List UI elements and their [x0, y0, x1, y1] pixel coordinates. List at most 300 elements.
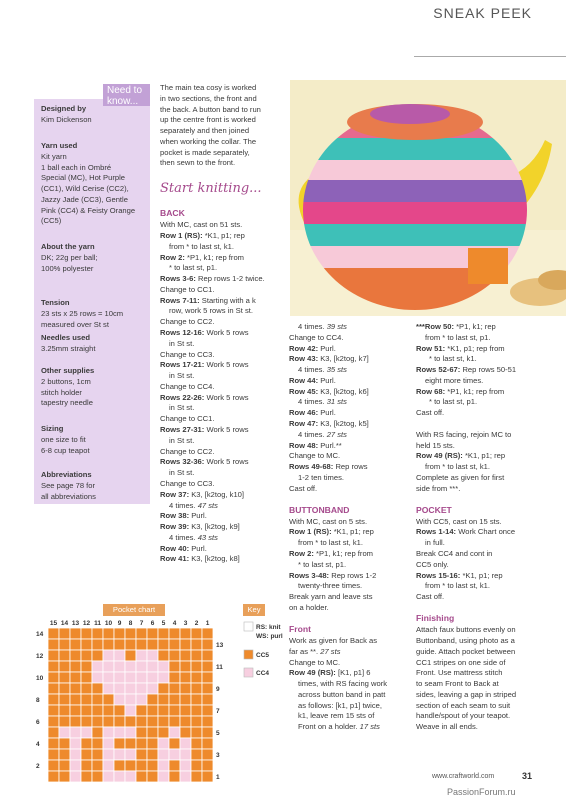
- chart-cell: [191, 628, 202, 639]
- sidebar-section: [41, 424, 143, 456]
- chart-cell: [169, 749, 180, 760]
- pattern-line: Rows 17-21: Work 5 rows: [160, 360, 249, 370]
- chart-cell: [92, 760, 103, 771]
- pattern-line: Change to MC.: [289, 451, 341, 461]
- chart-column-number: 9: [117, 620, 122, 627]
- sidebar-line: tapestry needle: [41, 398, 93, 408]
- chart-cell: [103, 694, 114, 705]
- chart-cell: [191, 661, 202, 672]
- chart-cell: [191, 683, 202, 694]
- pattern-line: Cast off.: [416, 408, 445, 418]
- chart-column-number: 2: [194, 620, 199, 627]
- chart-cell: [191, 760, 202, 771]
- chart-cell: [180, 694, 191, 705]
- pattern-line: Row 41: K3, [k2tog, k8]: [160, 554, 240, 564]
- key-label-text: WS: purl: [256, 633, 283, 640]
- chart-cell: [103, 727, 114, 738]
- chart-cell: [81, 639, 92, 650]
- pattern-line: Cast off.: [416, 592, 445, 602]
- intro-line: then sewn to the front.: [160, 158, 236, 168]
- sidebar-heading: Sizing: [41, 424, 64, 433]
- chart-cell: [103, 683, 114, 694]
- pattern-line: CC1 stripes on one side of: [416, 657, 506, 667]
- chart-cell: [158, 683, 169, 694]
- chart-cell: [103, 639, 114, 650]
- chart-cell: [180, 639, 191, 650]
- pattern-line: in St st.: [169, 468, 195, 478]
- chart-cell: [48, 628, 59, 639]
- pattern-line: Row 68: *P1, k1; rep from: [416, 386, 505, 396]
- pattern-line: Row 43: K3, [k2tog, k7]: [289, 354, 369, 364]
- finishing-heading: Finishing: [416, 612, 455, 623]
- chart-cell: [191, 705, 202, 716]
- pattern-line: k1, leave rem 15 sts of: [298, 711, 375, 721]
- intro-line: when working the collar. The: [160, 136, 257, 146]
- chart-cell: [59, 650, 70, 661]
- sidebar-line: stitch holder: [41, 387, 82, 397]
- key-label-text: RS: knit: [256, 624, 281, 631]
- sidebar-heading: Needles used: [41, 333, 90, 342]
- pattern-line: on a holder.: [289, 602, 329, 612]
- chart-row-number: 3: [216, 752, 220, 759]
- chart-cell: [48, 760, 59, 771]
- chart-cell: [136, 738, 147, 749]
- pattern-line: Row 42: Purl.: [289, 343, 336, 353]
- chart-cell: [202, 683, 213, 694]
- need-to-know-title: Need to know...: [103, 84, 150, 106]
- chart-cell: [191, 672, 202, 683]
- chart-cell: [92, 771, 103, 782]
- sidebar-heading: Abbreviations: [41, 470, 92, 479]
- chart-cell: [202, 749, 213, 760]
- chart-cell: [147, 738, 158, 749]
- sidebar-heading: Tension: [41, 298, 70, 307]
- pattern-line: Cast off.: [289, 483, 318, 493]
- key-swatch: [244, 650, 253, 659]
- pattern-line: Rows 27-31: Work 5 rows: [160, 425, 249, 435]
- pattern-line: handle/spout of your teapot.: [416, 711, 511, 721]
- chart-column-number: 7: [139, 620, 144, 627]
- pattern-line: Change to CC4.: [160, 381, 215, 391]
- chart-cell: [59, 661, 70, 672]
- chart-cell: [147, 760, 158, 771]
- pattern-line: Row 2: *P1, k1; rep from: [289, 549, 373, 559]
- chart-cell: [48, 694, 59, 705]
- chart-cell: [158, 639, 169, 650]
- chart-cell: [92, 628, 103, 639]
- pattern-line: [416, 419, 546, 430]
- chart-cell: [114, 650, 125, 661]
- chart-column-number: 12: [82, 620, 91, 627]
- sidebar-line: 3.25mm straight: [41, 343, 96, 353]
- sidebar-line: 2 buttons, 1cm: [41, 376, 91, 386]
- pattern-line: side from ***.: [416, 483, 461, 493]
- page-title: SNEAK PEEK: [433, 5, 532, 21]
- chart-cell: [180, 661, 191, 672]
- pocket-chart: [34, 618, 234, 781]
- pattern-line: 4 times. 31 sts: [298, 397, 347, 407]
- pattern-line: 4 times. 43 sts: [169, 532, 218, 542]
- sidebar-section: [41, 366, 143, 409]
- chart-cell: [92, 705, 103, 716]
- pattern-line: Change to CC3.: [160, 349, 215, 359]
- chart-cell: [70, 771, 81, 782]
- pattern-line: Attach faux buttons evenly on: [416, 625, 516, 635]
- chart-cell: [125, 650, 136, 661]
- key-label-text: CC4: [256, 670, 270, 677]
- chart-cell: [48, 705, 59, 716]
- pattern-line: 4 times. 47 sts: [169, 500, 218, 510]
- sidebar-line: 23 sts x 25 rows = 10cm: [41, 308, 124, 318]
- chart-row-number: 4: [36, 741, 40, 748]
- front-heading: Front: [289, 623, 311, 634]
- chart-cell: [147, 650, 158, 661]
- chart-cell: [202, 661, 213, 672]
- sidebar-line: all abbreviations: [41, 491, 96, 501]
- chart-cell: [136, 716, 147, 727]
- pattern-line: Rows 1-14: Work Chart once: [416, 527, 516, 537]
- pattern-line: section of each seam to suit: [416, 700, 511, 710]
- column-3: [416, 322, 546, 733]
- chart-cell: [125, 672, 136, 683]
- chart-cell: [59, 628, 70, 639]
- chart-cell: [70, 683, 81, 694]
- chart-cell: [191, 694, 202, 705]
- chart-cell: [59, 738, 70, 749]
- chart-column-number: 13: [71, 620, 80, 627]
- chart-cell: [169, 639, 180, 650]
- key-swatch: [244, 668, 253, 677]
- chart-cell: [59, 727, 70, 738]
- pattern-line: Row 49 (RS): [K1, p1] 6: [289, 668, 371, 678]
- chart-cell: [103, 661, 114, 672]
- sidebar-section: [41, 333, 143, 355]
- chart-cell: [114, 705, 125, 716]
- sidebar-heading: Designed by: [41, 104, 87, 113]
- chart-cell: [180, 628, 191, 639]
- chart-cell: [158, 672, 169, 683]
- chart-cell: [125, 705, 136, 716]
- pattern-line: far as **. 27 sts: [289, 646, 341, 656]
- chart-cell: [158, 771, 169, 782]
- chart-column-number: 10: [104, 620, 113, 627]
- chart-cell: [48, 639, 59, 650]
- intro-text: [160, 83, 286, 169]
- chart-cell: [147, 639, 158, 650]
- chart-cell: [158, 727, 169, 738]
- chart-column-number: 15: [49, 620, 58, 627]
- pattern-line: Row 44: Purl.: [289, 375, 336, 385]
- pattern-line: 4 times. 39 sts: [298, 322, 347, 331]
- chart-column-number: 14: [60, 620, 69, 627]
- chart-cell: [191, 727, 202, 738]
- pattern-line: Weave in all ends.: [416, 722, 478, 732]
- chart-cell: [125, 628, 136, 639]
- pattern-line: With RS facing, rejoin MC to: [416, 429, 512, 439]
- pattern-line: from * to last st, k1.: [425, 462, 490, 472]
- sidebar-line: Jazzy Jade (CC3), Gentle: [41, 194, 128, 204]
- chart-cell: [125, 683, 136, 694]
- chart-cell: [202, 628, 213, 639]
- chart-cell: [70, 749, 81, 760]
- sidebar-section: [41, 242, 143, 274]
- chart-cell: [125, 694, 136, 705]
- pattern-line: in full.: [425, 538, 445, 548]
- chart-cell: [202, 694, 213, 705]
- pattern-line: 1-2 ten times.: [298, 472, 345, 482]
- chart-row-number: 12: [36, 653, 44, 660]
- chart-cell: [59, 771, 70, 782]
- pattern-line: to seam Front to Back at: [416, 679, 499, 689]
- sidebar-line: Kim Dickenson: [41, 114, 92, 124]
- pattern-line: in St st.: [169, 403, 195, 413]
- chart-cell: [114, 683, 125, 694]
- chart-cell: [169, 771, 180, 782]
- pattern-line: * to last st, k1.: [429, 354, 477, 364]
- pattern-line: Rows 7-11: Starting with a k: [160, 295, 256, 305]
- chart-cell: [81, 727, 92, 738]
- chart-cell: [59, 749, 70, 760]
- chart-cell: [125, 771, 136, 782]
- pattern-line: Rows 3-6: Rep rows 1-2 twice.: [160, 274, 265, 284]
- chart-row-number: 1: [216, 774, 220, 781]
- chart-cell: [169, 760, 180, 771]
- chart-cell: [59, 716, 70, 727]
- chart-cell: [125, 661, 136, 672]
- pattern-line: sides, leaving a gap in striped: [416, 689, 517, 699]
- chart-cell: [147, 716, 158, 727]
- pattern-line: Rows 32-36: Work 5 rows: [160, 457, 249, 467]
- chart-cell: [136, 760, 147, 771]
- chart-cell: [81, 628, 92, 639]
- chart-cell: [70, 650, 81, 661]
- chart-cell: [136, 683, 147, 694]
- chart-cell: [59, 639, 70, 650]
- chart-cell: [114, 716, 125, 727]
- chart-cell: [180, 760, 191, 771]
- chart-cell: [158, 705, 169, 716]
- chart-cell: [92, 650, 103, 661]
- chart-cell: [180, 738, 191, 749]
- chart-row-number: 11: [216, 664, 223, 671]
- chart-cell: [136, 771, 147, 782]
- chart-cell: [81, 683, 92, 694]
- chart-row-number: 8: [36, 697, 40, 704]
- pattern-line: twenty-three times.: [298, 581, 363, 591]
- pattern-line: Row 45: K3, [k2tog, k6]: [289, 386, 369, 396]
- pattern-line: Complete as given for first: [416, 472, 505, 482]
- chart-cell: [92, 639, 103, 650]
- pattern-line: Row 40: Purl.: [160, 543, 207, 553]
- chart-cell: [125, 639, 136, 650]
- chart-cell: [180, 716, 191, 727]
- chart-cell: [70, 760, 81, 771]
- pattern-line: Row 1 (RS): *K1, p1; rep: [160, 230, 245, 240]
- chart-cell: [180, 650, 191, 661]
- chart-cell: [114, 672, 125, 683]
- sidebar-line: DK; 22g per ball;: [41, 252, 98, 262]
- chart-cell: [147, 771, 158, 782]
- chart-cell: [92, 683, 103, 694]
- chart-cell: [125, 727, 136, 738]
- key-label: Key: [243, 604, 265, 616]
- chart-cell: [114, 639, 125, 650]
- sidebar-line: measured over St st: [41, 319, 109, 329]
- chart-cell: [180, 672, 191, 683]
- sidebar-section: [41, 298, 143, 330]
- chart-cell: [48, 749, 59, 760]
- chart-cell: [169, 650, 180, 661]
- chart-cell: [59, 760, 70, 771]
- chart-cell: [136, 727, 147, 738]
- chart-cell: [191, 716, 202, 727]
- pattern-line: in St st.: [169, 338, 195, 348]
- chart-column-number: 8: [128, 620, 133, 627]
- chart-cell: [103, 760, 114, 771]
- chart-cell: [158, 738, 169, 749]
- chart-cell: [70, 705, 81, 716]
- pattern-line: Row 38: Purl.: [160, 511, 207, 521]
- pattern-line: held 15 sts.: [416, 440, 455, 450]
- chart-cell: [169, 738, 180, 749]
- sidebar-heading: Other supplies: [41, 366, 95, 375]
- intro-line: separately and then joined: [160, 126, 250, 136]
- intro-line: the back. A button band to run: [160, 104, 261, 114]
- chart-cell: [202, 672, 213, 683]
- chart-cell: [158, 650, 169, 661]
- chart-cell: [158, 760, 169, 771]
- sidebar-line: one size to fit: [41, 434, 86, 444]
- pattern-line: 4 times. 27 sts: [298, 429, 347, 439]
- chart-cell: [70, 694, 81, 705]
- pattern-line: 4 times. 35 sts: [298, 365, 347, 375]
- pattern-line: Change to MC.: [289, 657, 341, 667]
- chart-cell: [136, 749, 147, 760]
- pattern-line: from * to last st, p1.: [425, 332, 491, 342]
- chart-row-number: 13: [216, 642, 224, 649]
- chart-row-number: 6: [36, 719, 40, 726]
- intro-line: pocket is made separately,: [160, 147, 250, 157]
- intro-line: in two sections, the front and: [160, 93, 257, 103]
- chart-cell: [92, 727, 103, 738]
- chart-cell: [70, 672, 81, 683]
- pattern-line: Front. Use mattress stitch: [416, 668, 503, 678]
- pattern-line: Front on a holder. 17 sts: [298, 722, 380, 732]
- chart-cell: [103, 705, 114, 716]
- chart-cell: [103, 672, 114, 683]
- chart-cell: [158, 694, 169, 705]
- back-section: [160, 207, 290, 565]
- chart-cell: [81, 672, 92, 683]
- chart-row-number: 7: [216, 708, 220, 715]
- watermark: PassionForum.ru: [447, 787, 516, 797]
- chart-column-number: 1: [205, 620, 210, 627]
- chart-cell: [158, 749, 169, 760]
- chart-cell: [136, 694, 147, 705]
- pattern-line: Row 51: *K1, p1; rep from: [416, 343, 505, 353]
- column-2: [289, 322, 414, 733]
- chart-cell: [59, 705, 70, 716]
- chart-cell: [81, 661, 92, 672]
- chart-cell: [202, 727, 213, 738]
- header-rule: [414, 56, 566, 57]
- chart-row-number: 9: [216, 686, 220, 693]
- chart-cell: [48, 683, 59, 694]
- pattern-line: Break yarn and leave sts: [289, 592, 373, 602]
- pattern-line: Rows 52-67: Rep rows 50-51: [416, 365, 517, 375]
- chart-cell: [48, 738, 59, 749]
- pattern-line: Row 2: *P1, k1; rep from: [160, 252, 244, 262]
- chart-cell: [125, 749, 136, 760]
- chart-cell: [59, 694, 70, 705]
- chart-cell: [70, 661, 81, 672]
- intro-line: The main tea cosy is worked: [160, 83, 257, 92]
- chart-cell: [147, 672, 158, 683]
- footer-url[interactable]: www.craftworld.com: [432, 773, 495, 780]
- pattern-line: from * to last st, k1.: [169, 241, 234, 251]
- chart-cell: [70, 639, 81, 650]
- chart-cell: [136, 628, 147, 639]
- chart-cell: [114, 628, 125, 639]
- chart-cell: [70, 738, 81, 749]
- chart-cell: [125, 716, 136, 727]
- sidebar-section: [41, 470, 143, 502]
- chart-cell: [59, 683, 70, 694]
- chart-cell: [180, 749, 191, 760]
- chart-cell: [114, 727, 125, 738]
- chart-cell: [81, 650, 92, 661]
- chart-row-number: 14: [36, 631, 44, 638]
- pattern-line: * to last st, p1.: [298, 559, 347, 569]
- chart-cell: [114, 694, 125, 705]
- chart-cell: [103, 738, 114, 749]
- chart-cell: [92, 672, 103, 683]
- sidebar-line: 1 ball each in Ombré: [41, 162, 112, 172]
- chart-cell: [136, 650, 147, 661]
- chart-cell: [202, 760, 213, 771]
- chart-cell: [70, 716, 81, 727]
- chart-cell: [48, 727, 59, 738]
- chart-cell: [191, 749, 202, 760]
- chart-cell: [147, 683, 158, 694]
- chart-cell: [158, 716, 169, 727]
- chart-cell: [202, 716, 213, 727]
- sidebar-section: [41, 141, 143, 227]
- sidebar-heading: Yarn used: [41, 141, 78, 150]
- pattern-line: as follows: [k1, p1] twice,: [298, 700, 382, 710]
- chart-cell: [136, 705, 147, 716]
- pattern-line: Buttonband, using photo as a: [416, 635, 515, 645]
- chart-cell: [114, 760, 125, 771]
- chart-cell: [180, 705, 191, 716]
- pattern-line: Break CC4 and cont in: [416, 549, 493, 559]
- chart-cell: [59, 672, 70, 683]
- pattern-line: Row 39: K3, [k2tog, k9]: [160, 522, 240, 532]
- start-knitting-heading: Start knitting...: [160, 181, 262, 196]
- chart-cell: [202, 705, 213, 716]
- pattern-line: in St st.: [169, 371, 195, 381]
- pattern-line: With CC5, cast on 15 sts.: [416, 516, 502, 526]
- chart-cell: [70, 628, 81, 639]
- chart-cell: [169, 705, 180, 716]
- chart-cell: [81, 738, 92, 749]
- chart-cell: [81, 771, 92, 782]
- chart-cell: [92, 738, 103, 749]
- pattern-line: With MC, cast on 51 sts.: [160, 220, 243, 230]
- chart-cell: [103, 771, 114, 782]
- chart-cell: [147, 727, 158, 738]
- pattern-line: Row 48: Purl.**: [289, 440, 342, 450]
